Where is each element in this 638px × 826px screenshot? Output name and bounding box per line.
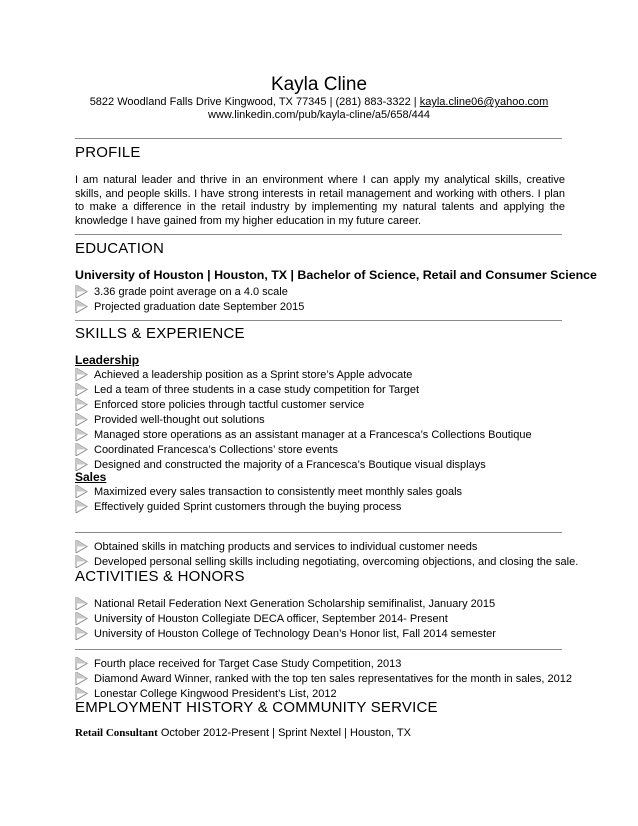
list-item: Managed store operations as an assistant manager at a Francesca’s Collections Boutique <box>75 427 532 442</box>
activities-list-continued <box>75 656 572 701</box>
list-item: Designed and constructed the majority of a Francesca’s Boutique visual displays <box>75 457 532 472</box>
list-item: National Retail Federation Next Generation Scholarship semifinalist, January 2015 <box>75 596 496 611</box>
bullet-arrow-icon <box>75 657 88 670</box>
bullet-arrow-icon <box>75 398 88 411</box>
divider <box>75 320 562 321</box>
list-item: Provided well-thought out solutions <box>75 412 532 427</box>
bullet-arrow-icon <box>75 555 88 568</box>
list-item: Lonestar College Kingwood President’s List, 2012 <box>75 686 572 701</box>
bullet-arrow-icon <box>75 672 88 685</box>
school-line: University of Houston | Houston, TX | Bachelor of Science, Retail and Consumer Science <box>75 268 597 282</box>
activities-list <box>75 596 496 641</box>
employment-entry <box>75 727 411 739</box>
list-item: University of Houston College of Technology Dean’s Honor list, Fall 2014 semester <box>75 626 496 641</box>
bullet-arrow-icon <box>75 500 88 513</box>
divider <box>75 649 562 650</box>
list-item: Fourth place received for Target Case Study Competition, 2013 <box>75 656 572 671</box>
profile-text: I am natural leader and thrive in an environment where I can apply my analytical skills, creative skills, and people skills. I have strong interests in retail management and working with others. I plan to make a difference in the retail industry by implementing my natural talents and applying the knowledge I have gained from my higher education in my future career. <box>75 174 565 227</box>
divider <box>75 138 562 139</box>
list-item: Maximized every sales transaction to consistently meet monthly sales goals <box>75 484 462 499</box>
skills-heading: SKILLS & EXPERIENCE <box>75 325 245 342</box>
job-details: October 2012-Present | Sprint Nextel | Houston, TX <box>160 727 411 739</box>
sales-list-continued <box>75 539 578 569</box>
list-item: Enforced store policies through tactful customer service <box>75 397 532 412</box>
bullet-arrow-icon <box>75 428 88 441</box>
list-item: Led a team of three students in a case study competition for Target <box>75 382 532 397</box>
list-item: Projected graduation date September 2015 <box>75 299 304 314</box>
bullet-arrow-icon <box>75 368 88 381</box>
bullet-arrow-icon <box>75 485 88 498</box>
list-item: Developed personal selling skills including negotiating, overcoming objections, and closing the sale. <box>75 554 578 569</box>
list-item: University of Houston Collegiate DECA officer, September 2014- Present <box>75 611 496 626</box>
list-item: Diamond Award Winner, ranked with the top ten sales representatives for the month in sales, 2012 <box>75 671 572 686</box>
education-heading: EDUCATION <box>75 240 165 257</box>
bullet-arrow-icon <box>75 443 88 456</box>
leadership-list <box>75 367 532 472</box>
sales-list <box>75 484 462 514</box>
bullet-arrow-icon <box>75 540 88 553</box>
job-title: Retail Consultant <box>75 727 158 739</box>
employment-heading: EMPLOYMENT HISTORY & COMMUNITY SERVICE <box>75 699 438 716</box>
bullet-arrow-icon <box>75 285 88 298</box>
divider <box>75 532 562 533</box>
bullet-arrow-icon <box>75 597 88 610</box>
leadership-label: Leadership <box>75 353 140 367</box>
list-item: Effectively guided Sprint customers through the buying process <box>75 499 462 514</box>
list-item: Obtained skills in matching products and services to individual customer needs <box>75 539 578 554</box>
list-item: Coordinated Francesca’s Collections’ store events <box>75 442 532 457</box>
education-list <box>75 284 304 314</box>
divider <box>75 234 562 235</box>
bullet-arrow-icon <box>75 627 88 640</box>
bullet-arrow-icon <box>75 383 88 396</box>
profile-heading: PROFILE <box>75 144 141 161</box>
list-item: Achieved a leadership position as a Sprint store’s Apple advocate <box>75 367 532 382</box>
linkedin-url[interactable]: www.linkedin.com/pub/kayla-cline/a5/658/444 <box>208 109 430 121</box>
contact-line <box>0 96 638 108</box>
bullet-arrow-icon <box>75 612 88 625</box>
list-item: 3.36 grade point average on a 4.0 scale <box>75 284 304 299</box>
sales-label: Sales <box>75 470 107 484</box>
candidate-name: Kayla Cline <box>270 74 368 95</box>
bullet-arrow-icon <box>75 300 88 313</box>
bullet-arrow-icon <box>75 413 88 426</box>
activities-heading: ACTIVITIES & HONORS <box>75 568 245 585</box>
address-phone: 5822 Woodland Falls Drive Kingwood, TX 77345 | (281) 883-3322 | <box>89 96 417 108</box>
email-link[interactable]: kayla.cline06@yahoo.com <box>419 96 549 108</box>
